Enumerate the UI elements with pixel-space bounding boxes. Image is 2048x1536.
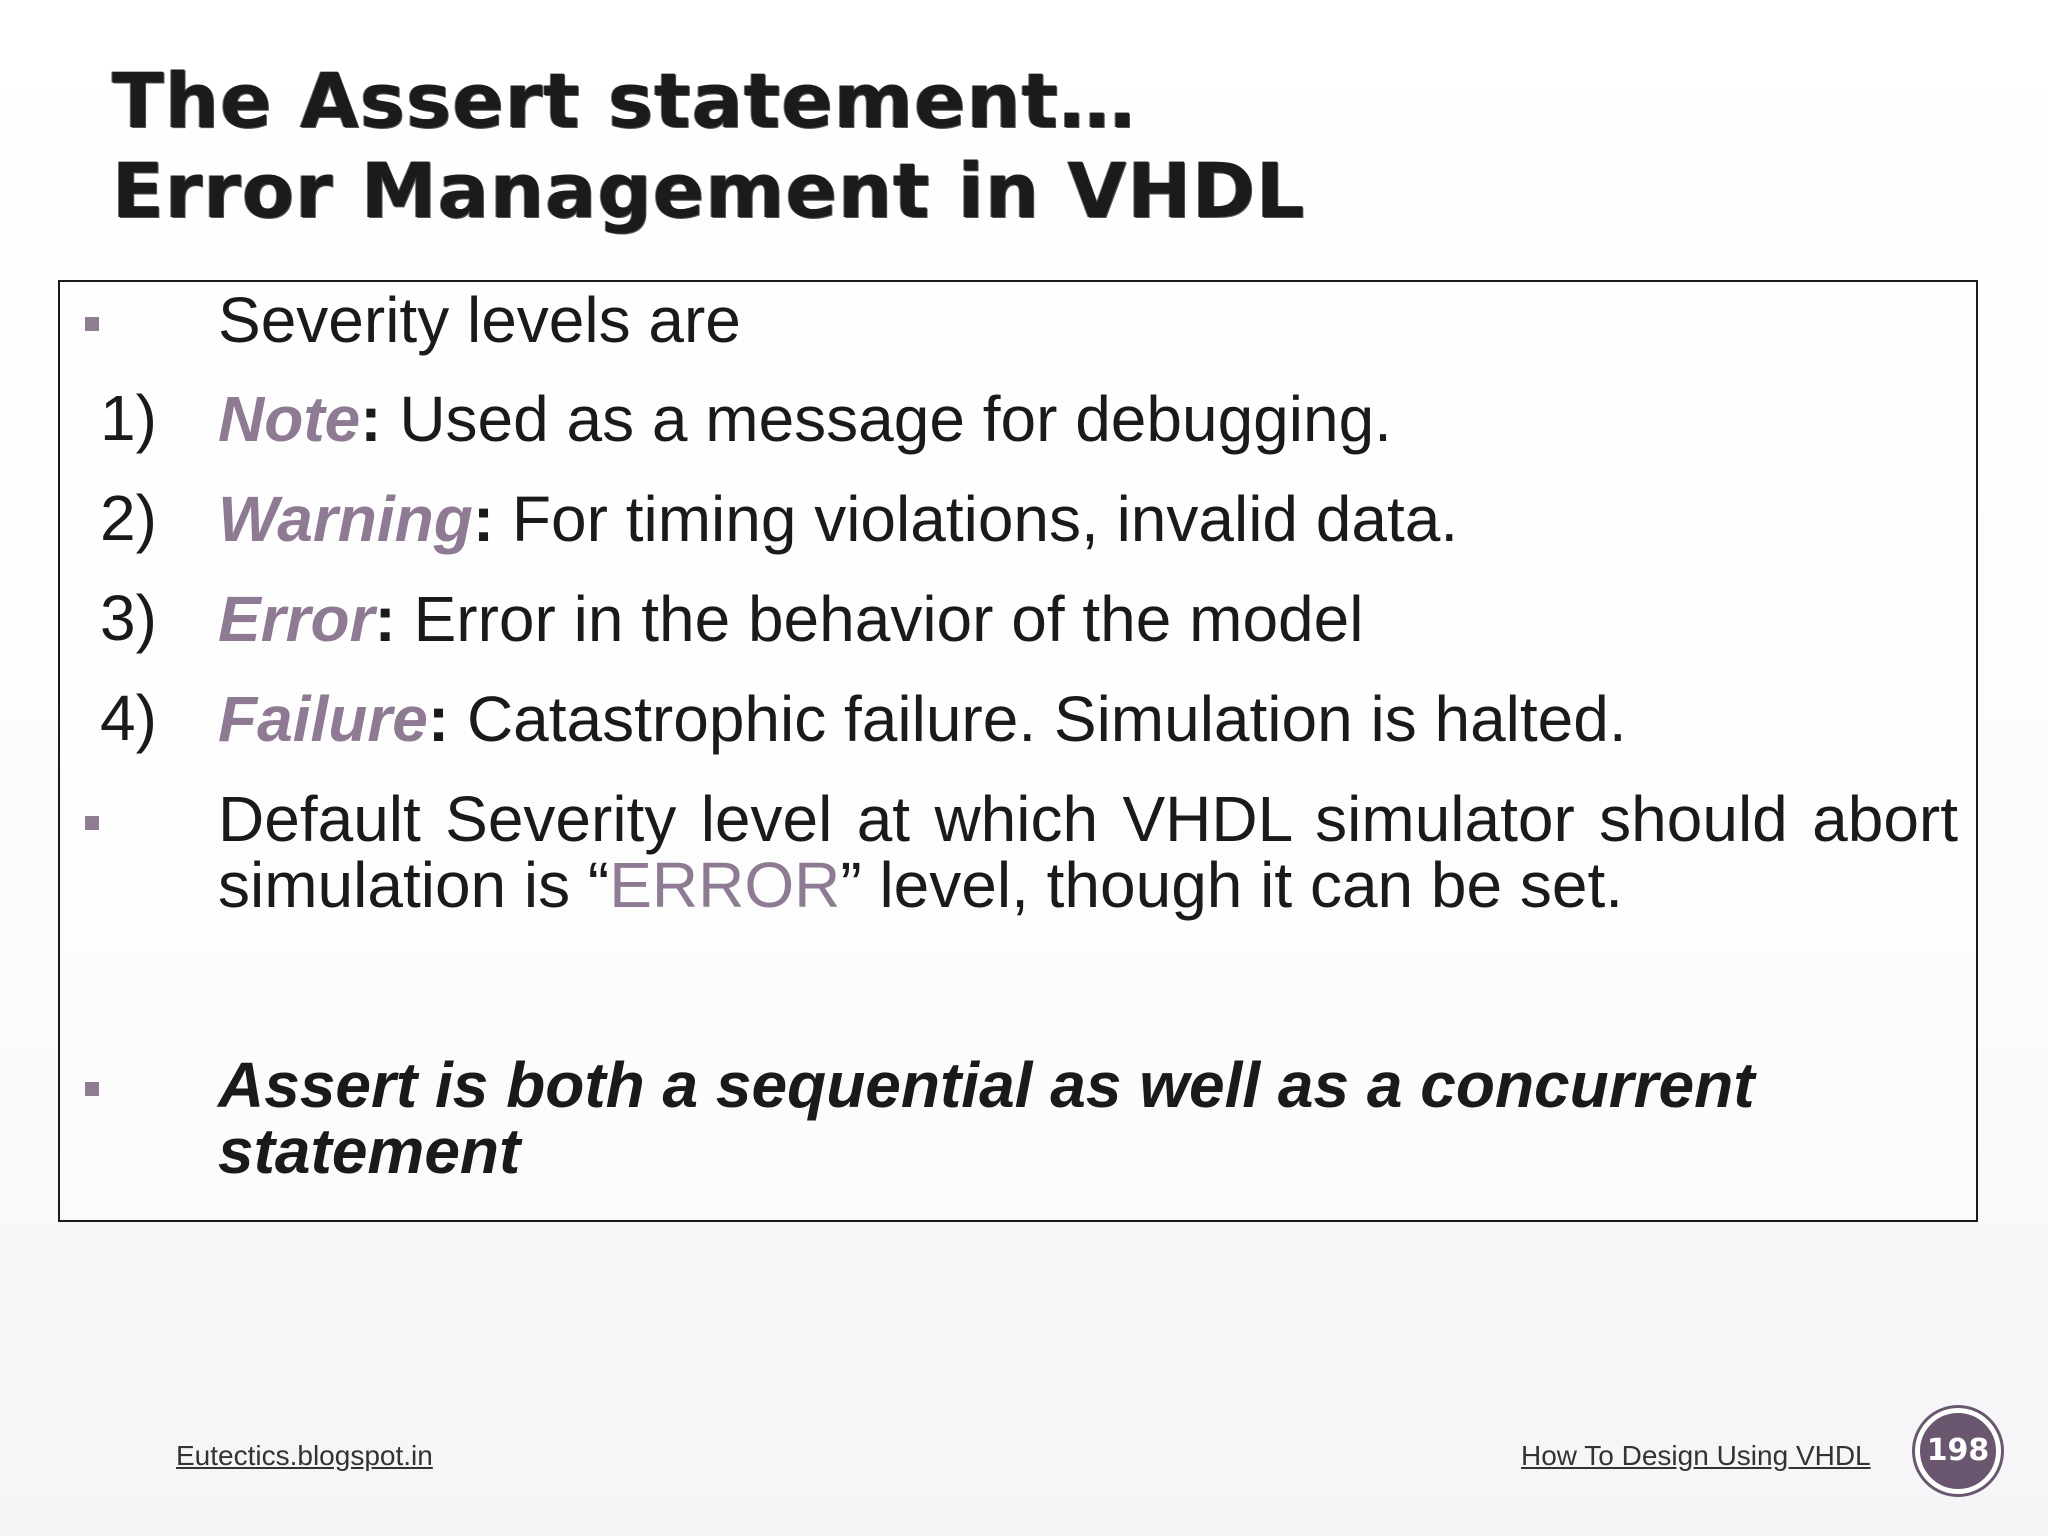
item-description: Used as a message for debugging. (381, 383, 1392, 455)
item-description: Catastrophic failure. Simulation is halted. (449, 683, 1627, 755)
default-severity-text (218, 783, 1958, 921)
slide-title-line-2: Error Management in VHDL (112, 146, 1306, 235)
severity-keyword: Error (218, 583, 375, 655)
default-text-before: Default Severity level at which VHDL simulator should abort simulation is “ (218, 783, 1958, 921)
item-number: 4) (100, 682, 157, 754)
item-description: Error in the behavior of the model (395, 583, 1364, 655)
slide-title-line-1: The Assert statement… (112, 56, 1136, 145)
footer-blog-link[interactable]: Eutectics.blogspot.in (176, 1440, 433, 1471)
item-number: 3) (100, 582, 157, 654)
assert-note-text: Assert is both a sequential as well as a concurrent statement (218, 1049, 1755, 1187)
footer-title-link[interactable]: How To Design Using VHDL (1521, 1440, 1871, 1471)
bullet-marker (85, 317, 99, 331)
bullet-marker (85, 1082, 99, 1096)
default-text-after: ” level, though it can be set. (840, 849, 1624, 921)
item-number: 1) (100, 382, 157, 454)
error-keyword: ERROR (609, 849, 841, 921)
item-colon: : (427, 683, 450, 755)
page-number-badge: 198 (1915, 1408, 2001, 1494)
item-colon: : (360, 383, 382, 455)
item-description: For timing violations, invalid data. (494, 483, 1459, 555)
item-number: 2) (100, 482, 157, 554)
item-colon: : (472, 483, 495, 555)
bullet-marker (85, 816, 99, 830)
slide-title (112, 56, 1305, 236)
content-box (58, 280, 1978, 1222)
item-text (218, 483, 1459, 555)
bullet-intro-text: Severity levels are (218, 284, 741, 356)
severity-keyword: Failure (218, 683, 428, 755)
item-text (218, 583, 1364, 655)
item-colon: : (374, 583, 396, 655)
severity-keyword: Note (218, 383, 361, 455)
item-text (218, 683, 1627, 755)
severity-keyword: Warning (218, 483, 473, 555)
item-text (218, 383, 1392, 455)
